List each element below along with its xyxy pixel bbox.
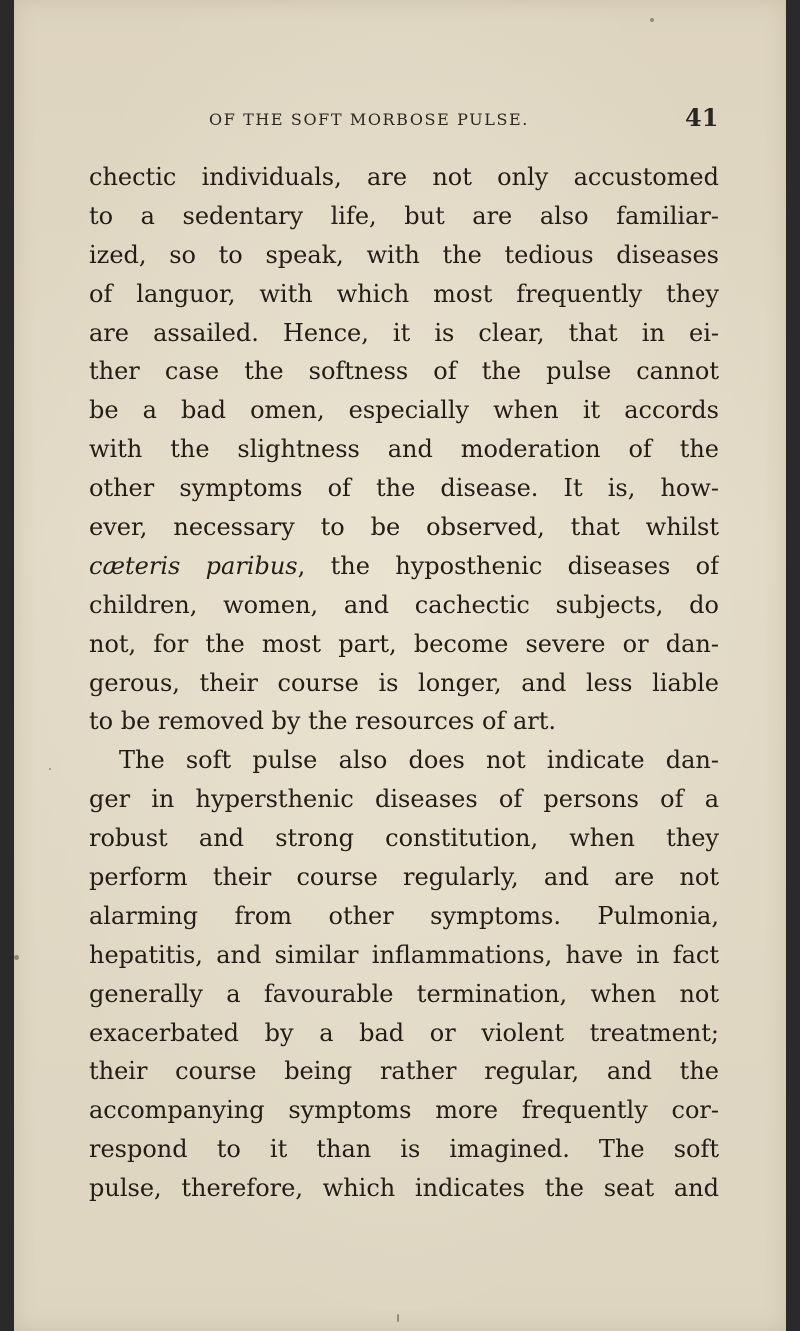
text-line: to be removed by the resources of art. (89, 707, 557, 736)
text-line: their course being rather regular, and the (89, 1057, 719, 1086)
running-title: OF THE SOFT MORBOSE PULSE. (209, 110, 529, 129)
text-line: perform their course regularly, and are not (89, 863, 719, 892)
text-line: pulse, therefore, which indicates the seat and (89, 1174, 719, 1203)
text-line: respond to it than is imagined. The soft (89, 1135, 719, 1164)
italic-phrase: cæteris paribus (89, 551, 298, 580)
text-line: ger in hypersthenic diseases of persons of a (89, 785, 719, 814)
text-segment: , the hyposthenic diseases of (297, 551, 719, 580)
text-line: exacerbated by a bad or violent treatment; (89, 1018, 719, 1047)
text-line: not, for the most part, become severe or dan- (89, 629, 719, 658)
page-number: 41 (685, 103, 719, 132)
book-page (14, 0, 786, 1331)
text-line: ized, so to speak, with the tedious diseases (89, 240, 719, 269)
paper-speck (14, 955, 19, 960)
text-line (89, 547, 719, 586)
text-line: accompanying symptoms more frequently cor- (89, 1096, 719, 1125)
paper-speck (397, 1314, 399, 1322)
running-head (14, 103, 786, 133)
text-line: ther case the softness of the pulse cannot (89, 357, 719, 386)
paper-speck (650, 18, 654, 22)
text-line: chectic individuals, are not only accustomed (89, 163, 719, 191)
text-line: with the slightness and moderation of the (89, 435, 719, 464)
text-line: ever, necessary to be observed, that whilst (89, 513, 719, 542)
paper-speck (49, 768, 51, 770)
text-line: gerous, their course is longer, and less liable (89, 668, 719, 697)
text-line: to a sedentary life, but are also familiar- (89, 201, 719, 230)
text-line: other symptoms of the disease. It is, how- (89, 474, 719, 503)
text-line: The soft pulse also does not indicate dan- (119, 746, 719, 775)
text-line: robust and strong constitution, when they (89, 824, 719, 853)
text-line: alarming from other symptoms. Pulmonia, (89, 901, 719, 930)
text-line: be a bad omen, especially when it accords (89, 396, 719, 425)
text-line: are assailed. Hence, it is clear, that in ei- (89, 318, 719, 347)
text-line: hepatitis, and similar inflammations, have in fact (89, 940, 719, 969)
text-line: children, women, and cachectic subjects, do (89, 590, 719, 619)
text-line: generally a favourable termination, when not (89, 979, 719, 1008)
text-line: of languor, with which most frequently they (89, 279, 719, 308)
body-text (89, 158, 719, 1208)
